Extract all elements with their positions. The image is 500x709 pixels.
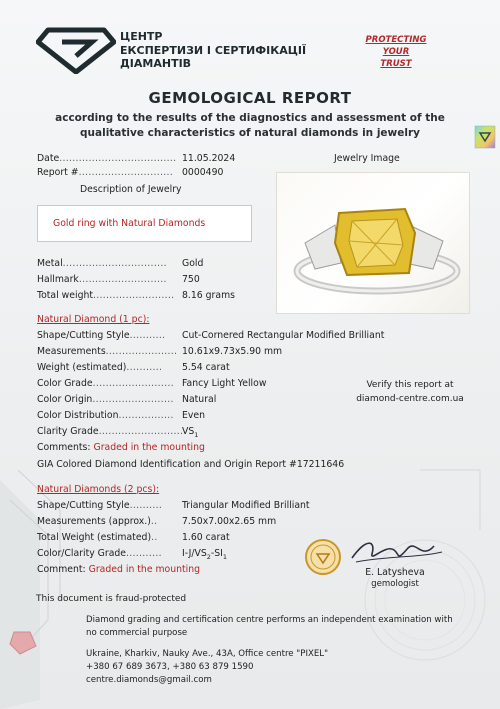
footer-phones: +380 67 689 3673, +380 63 879 1590 — [86, 662, 254, 672]
verify-link[interactable]: diamond-centre.com.ua — [356, 394, 464, 404]
hallmark-value: 750 — [182, 274, 200, 285]
slogan-line-2: YOUR — [382, 47, 410, 57]
jewelry-image-label: Jewelry Image — [334, 153, 400, 164]
gold-seal-icon — [304, 538, 342, 576]
d2-shape-label: Shape/Cutting Style.......... — [37, 500, 163, 511]
d1-shape-value: Cut-Cornered Rectangular Modified Brilliant — [182, 330, 385, 341]
d2-shape-value: Triangular Modified Brilliant — [182, 500, 310, 511]
d2-measurements-label: Measurements (approx.).. — [37, 516, 158, 527]
org-name — [120, 30, 306, 71]
total-weight-label: Total weight......................... — [37, 290, 175, 301]
hallmark-label: Hallmark........................... — [37, 274, 167, 285]
d1-measurements-label: Measurements...................... — [37, 346, 178, 357]
d1-clarity-value: $VS_1$ — [182, 426, 199, 439]
footer-email[interactable]: centre.diamonds@gmail.com — [86, 675, 212, 685]
report-value: 0000490 — [182, 167, 224, 178]
footer-disclaimer: Diamond grading and certification centre performs an independent examination with no commercial purpose — [86, 615, 453, 638]
d1-clarity-label: Clarity Grade.......................... — [37, 426, 184, 437]
ring-image — [277, 173, 470, 314]
d1-measurements-value: 10.61x9.73x5.90 mm — [182, 346, 283, 357]
slogan — [350, 34, 442, 70]
signatory-name: E. Latysheva — [365, 567, 425, 578]
gia-report-line: GIA Colored Diamond Identification and Origin Report #17211646 — [37, 459, 345, 470]
org-line-2: ЕКСПЕРТИЗИ І СЕРТИФІКАЦІЇ — [120, 43, 307, 57]
diamond-logo-icon — [36, 26, 116, 74]
description-text: Gold ring with Natural Diamonds — [53, 218, 206, 229]
diamond1-heading: Natural Diamond (1 pc): — [37, 314, 150, 325]
d1-comments: Comments: Graded in the mounting — [37, 442, 205, 453]
report-label: Report #............................. — [37, 167, 173, 178]
hologram-icon — [474, 125, 496, 149]
d1-weight-value: 5.54 carat — [182, 362, 230, 373]
d1-shape-label: Shape/Cutting Style........... — [37, 330, 166, 341]
d2-total-weight-value: 1.60 carat — [182, 532, 230, 543]
d2-measurements-value: 7.50x7.00x2.65 mm — [182, 516, 277, 527]
verify-note — [340, 378, 480, 406]
org-line-1: ЦЕНТР — [120, 30, 163, 43]
date-value: 11.05.2024 — [182, 153, 236, 164]
jewelry-photo — [276, 172, 470, 314]
total-weight-value: 8.16 grams — [182, 290, 235, 301]
fraud-note: This document is fraud-protected — [36, 594, 187, 604]
d1-color-distribution-label: Color Distribution................. — [37, 410, 174, 421]
verify-line-1: Verify this report at — [366, 380, 454, 390]
d1-color-origin-label: Color Origin......................... — [37, 394, 174, 405]
footer-address: Ukraine, Kharkiv, Nauky Ave., 43A, Office centre "PIXEL" — [86, 649, 329, 659]
report-subtitle: according to the results of the diagnostics and assessment of the qualitative characteristics of natural diamonds in jewelry — [55, 112, 445, 139]
d1-color-distribution-value: Even — [182, 410, 205, 421]
metal-value: Gold — [182, 258, 204, 269]
slogan-line-1: PROTECTING — [365, 35, 427, 45]
d1-color-grade-value: Fancy Light Yellow — [182, 378, 267, 389]
d1-color-origin-value: Natural — [182, 394, 217, 405]
d2-color-clarity-value: $I-J/VS_2-SI_1$ — [182, 548, 228, 561]
report-title: GEMOLOGICAL REPORT — [148, 89, 352, 107]
d2-color-clarity-label: Color/Clarity Grade........... — [37, 548, 162, 559]
date-label: Date.................................... — [37, 153, 177, 164]
d2-comment: Comment: Graded in the mounting — [37, 564, 201, 575]
d1-weight-label: Weight (estimated)........... — [37, 362, 163, 373]
metal-label: Metal................................ — [37, 258, 167, 269]
signatory-title: gemologist — [371, 579, 419, 589]
d1-color-grade-label: Color Grade......................... — [37, 378, 174, 389]
slogan-line-3: TRUST — [380, 59, 412, 69]
signature-scribble — [346, 534, 446, 568]
d2-total-weight-label: Total Weight (estimated).. — [37, 532, 158, 543]
description-heading: Description of Jewelry — [80, 184, 182, 195]
org-line-3: ДІАМАНТІВ — [120, 57, 192, 70]
diamond2-heading: Natural Diamonds (2 pcs): — [37, 484, 160, 495]
